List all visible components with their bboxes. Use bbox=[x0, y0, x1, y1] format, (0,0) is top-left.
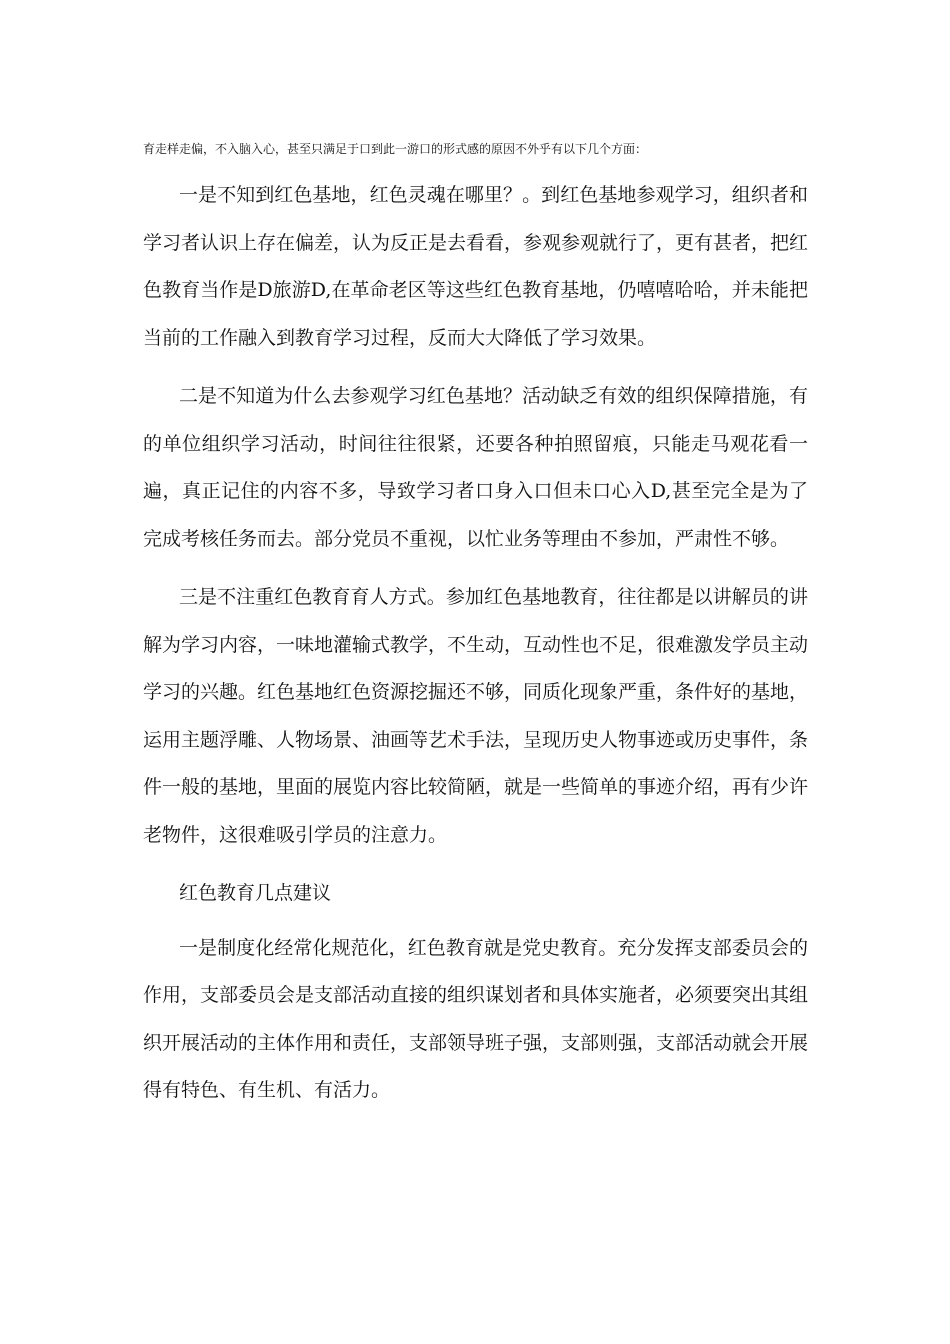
paragraph-problem-2: 二是不知道为什么去参观学习红色基地？活动缺乏有效的组织保障措施，有的单位组织学习活动，时间往往很紧，还要各种拍照留痕，只能走马观花看一遍，真正记住的内容不多，导致学习者口身入口但未口心入D,甚至完全是为了完成考核任务而去。部分党员不重视，以忙业务等理由不参加，严肃性不够。 bbox=[143, 385, 808, 550]
paragraph-suggestion-1: 一是制度化经常化规范化，红色教育就是党史教育。充分发挥支部委员会的作用，支部委员会是支部活动直接的组织谋划者和具体实施者，必须要突出其组织开展活动的主体作用和责任，支部领导班子强，支部则强，支部活动就会开展得有特色、有生机、有活力。 bbox=[143, 936, 809, 1101]
paragraph-problem-1: 一是不知到红色基地，红色灵魂在哪里？。到红色基地参观学习，组织者和学习者认识上存在偏差，认为反正是去看看，参观参观就行了，更有甚者，把红色教育当作是D旅游D,在革命老区等这些红色教育基地，仍嘻嘻哈哈，并未能把当前的工作融入到教育学习过程，反而大大降低了学习效果。 bbox=[143, 184, 809, 349]
document-body bbox=[143, 172, 808, 1126]
paragraph-problem-3: 三是不注重红色教育育人方式。参加红色基地教育，往往都是以讲解员的讲解为学习内容，一味地灌输式教学，不生动，互动性也不足，很难激发学员主动学习的兴趣。红色基地红色资源挖掘还不够，同质化现象严重，条件好的基地，运用主题浮雕、人物场景、油画等艺术手法，呈现历史人物事迹或历史事件，条件一般的基地，里面的展览内容比较简陋，就是一些简单的事迹介绍，再有少许老物件，这很难吸引学员的注意力。 bbox=[143, 586, 809, 846]
intro-fragment: 育走样走偏，不入脑入心，甚至只满足于口到此一游口的形式感的原因不外乎有以下几个方面： bbox=[143, 142, 648, 156]
section-heading: 红色教育几点建议 bbox=[179, 882, 332, 904]
